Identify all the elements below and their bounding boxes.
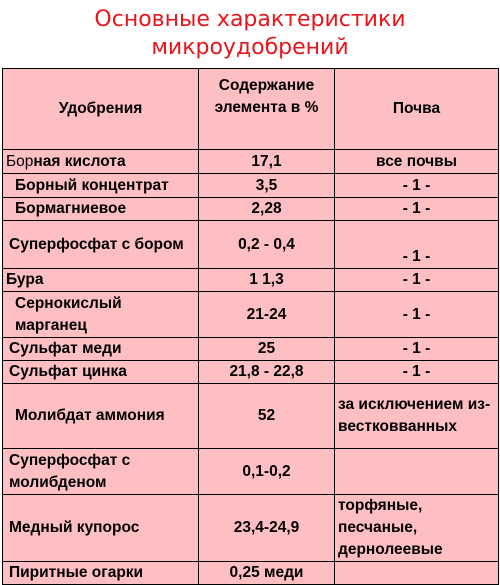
cell-content: 21-24 <box>199 292 335 338</box>
cell-soil: - 1 - <box>335 198 499 221</box>
cell-content: 25 <box>199 338 335 361</box>
cell-soil: - 1 - <box>335 361 499 384</box>
cell-fertilizer: Суперфосфат с бором <box>3 221 199 269</box>
cell-content: 1 1,3 <box>199 269 335 292</box>
cell-soil: - 1 - <box>335 269 499 292</box>
cell-fertilizer: Молибдат аммония <box>3 384 199 449</box>
cell-fertilizer: Суперфосфат с молибденом <box>3 449 199 495</box>
header-content: Содержание элемента в % <box>199 69 335 150</box>
header-fertilizer: Удобрения <box>3 69 199 150</box>
cell-content: 3,5 <box>199 174 335 198</box>
page-subtitle: микроудобрений <box>151 35 349 60</box>
cell-fertilizer-rest: ная кислота <box>33 152 126 170</box>
cell-fertilizer: Борный концентрат <box>3 174 199 198</box>
cell-fertilizer: Бура <box>3 269 199 292</box>
table-header-row <box>3 69 499 150</box>
page-title: Основные характеристики <box>94 7 406 32</box>
cell-content: 52 <box>199 384 335 449</box>
table-row <box>3 269 499 292</box>
cell-soil: - 1 - <box>335 221 499 269</box>
cell-content: 21,8 - 22,8 <box>199 361 335 384</box>
table-row <box>3 384 499 449</box>
cell-content: 0,2 - 0,4 <box>199 221 335 269</box>
cell-fertilizer <box>3 150 199 174</box>
cell-soil <box>335 449 499 495</box>
table-row <box>3 449 499 495</box>
cell-content: 0,1-0,2 <box>199 449 335 495</box>
cell-fertilizer: Сернокислый марганец <box>3 292 199 338</box>
cell-content: 17,1 <box>199 150 335 174</box>
cell-fertilizer: Сульфат меди <box>3 338 199 361</box>
cell-fertilizer: Медный купорос <box>3 495 199 562</box>
cell-fertilizer: Пиритные огарки <box>3 562 199 585</box>
cell-soil: за исключением из-вестковванных <box>335 384 499 449</box>
cell-content: 0,25 меди <box>199 562 335 585</box>
cell-fertilizer-prefix: Бор <box>6 152 34 170</box>
table-row <box>3 338 499 361</box>
cell-soil: торфяные, песчаные, дернолеевые <box>335 495 499 562</box>
table-row <box>3 495 499 562</box>
cell-soil: - 1 - <box>335 174 499 198</box>
table-row <box>3 292 499 338</box>
cell-fertilizer: Бормагниевое <box>3 198 199 221</box>
table-row <box>3 150 499 174</box>
cell-fertilizer: Сульфат цинка <box>3 361 199 384</box>
table-row <box>3 562 499 585</box>
header-soil: Почва <box>335 69 499 150</box>
microfertilizer-table <box>2 68 499 585</box>
cell-soil <box>335 562 499 585</box>
table-row <box>3 174 499 198</box>
cell-content: 23,4-24,9 <box>199 495 335 562</box>
table-row <box>3 361 499 384</box>
cell-soil: - 1 - <box>335 292 499 338</box>
cell-soil: все почвы <box>335 150 499 174</box>
cell-soil: - 1 - <box>335 338 499 361</box>
table-row <box>3 221 499 269</box>
table-row <box>3 198 499 221</box>
cell-content: 2,28 <box>199 198 335 221</box>
